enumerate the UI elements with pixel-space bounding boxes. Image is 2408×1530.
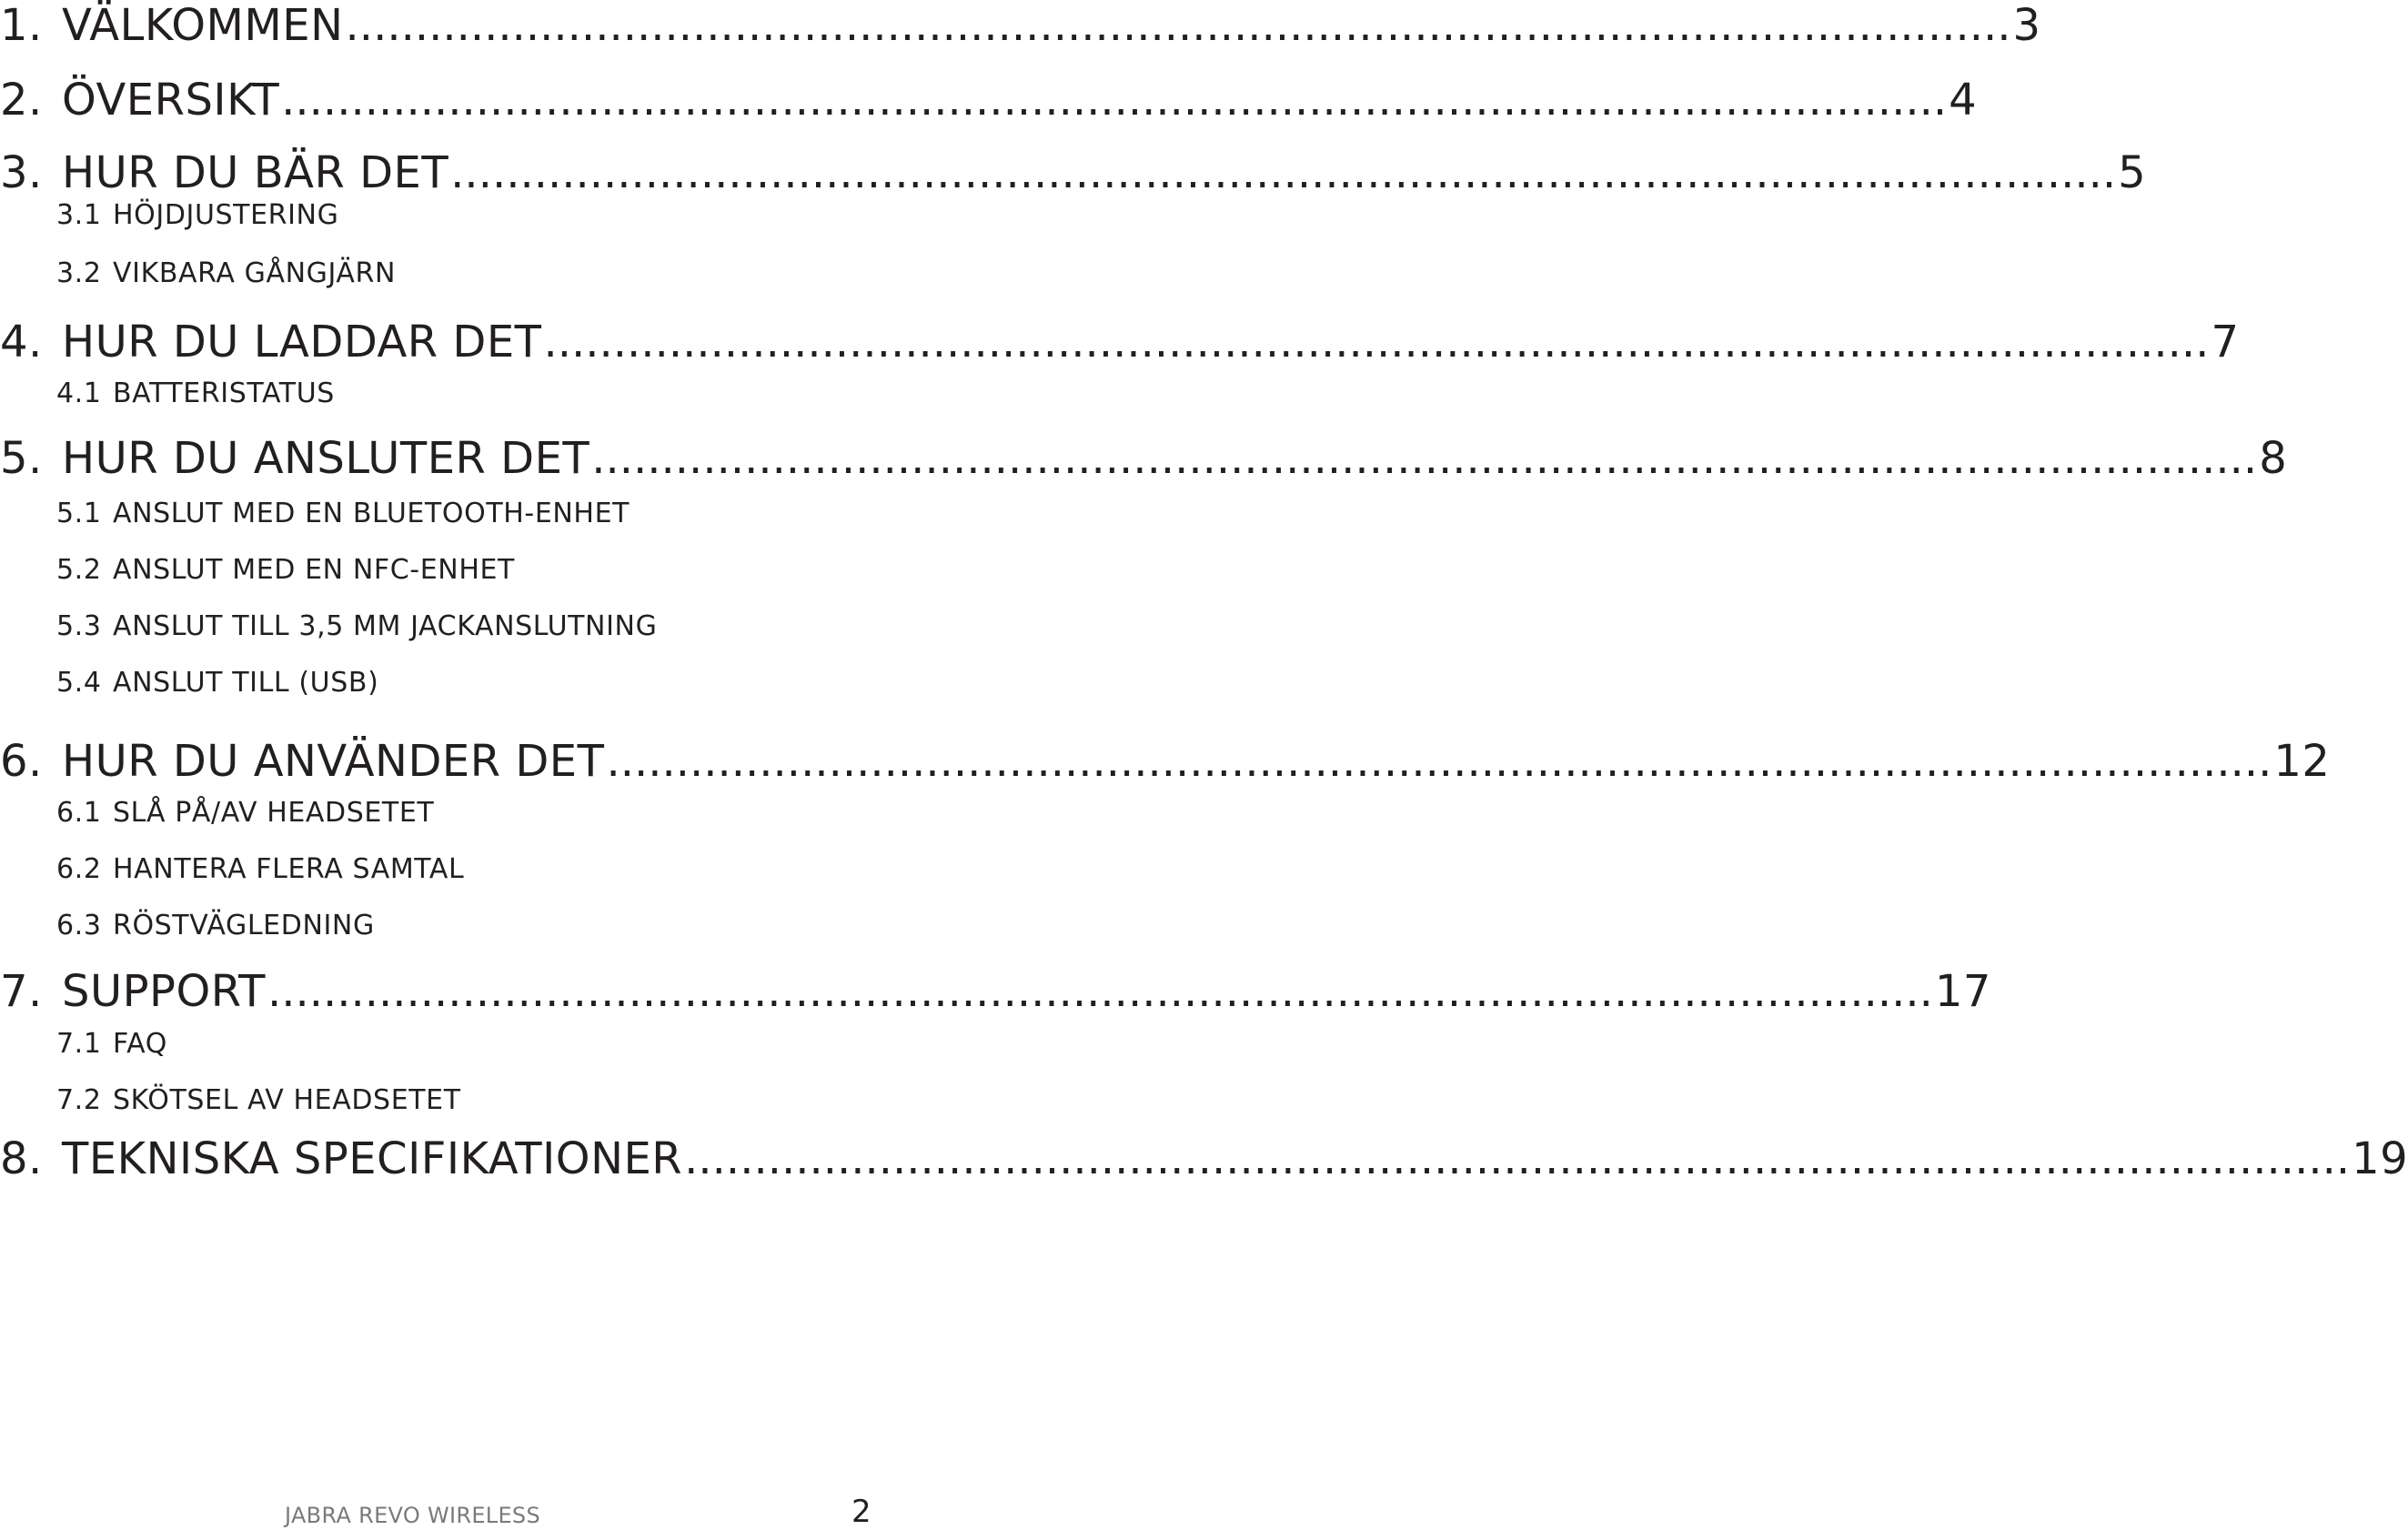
toc-subsection-title: RÖSTVÄGLEDNING: [113, 910, 375, 941]
toc-subsection-5-1[interactable]: [56, 500, 630, 528]
toc-subsection-title: ANSLUT TILL (USB): [113, 667, 379, 699]
toc-chapter-1[interactable]: [0, 0, 2041, 51]
toc-chapter-title: HUR DU ANSLUTER DET: [62, 433, 590, 484]
toc-chapter-page: 3: [2012, 0, 2041, 51]
toc-chapter-7[interactable]: [0, 966, 1991, 1017]
toc-chapter-title: HUR DU BÄR DET: [62, 147, 449, 198]
toc-chapter-page: 4: [1949, 75, 1978, 126]
toc-chapter-title: HUR DU LADDAR DET: [62, 317, 542, 367]
toc-subsection-title: ANSLUT TILL 3,5 MM JACKANSLUTNING: [113, 610, 658, 642]
toc-subsection-number: 5.1: [56, 498, 102, 529]
toc-subsection-number: 5.4: [56, 667, 102, 699]
toc-subsection-title: SKÖTSEL AV HEADSETET: [113, 1084, 461, 1116]
toc-subsection-number: 6.3: [56, 910, 102, 941]
toc-subsection-4-1[interactable]: [56, 377, 335, 409]
toc-subsection-3-2[interactable]: [56, 257, 397, 289]
toc-subsection-3-1[interactable]: [56, 199, 339, 231]
toc-chapter-title: SUPPORT: [62, 966, 266, 1017]
toc-chapter-page: 19: [2352, 1133, 2408, 1184]
toc-subsection-5-4[interactable]: [56, 669, 378, 697]
toc-subsection-number: 5.2: [56, 554, 102, 586]
toc-chapter-page: 5: [2118, 147, 2147, 198]
toc-dot-leader: ........................................................................................................................: [345, 0, 2011, 51]
toc-dot-leader: ........................................................................................................................: [267, 966, 1933, 1017]
toc-subsection-title: ANSLUT MED EN BLUETOOTH-ENHET: [113, 498, 630, 529]
toc-subsection-title: BATTERISTATUS: [113, 377, 335, 409]
toc-chapter-title: TEKNISKA SPECIFIKATIONER: [62, 1133, 683, 1184]
toc-subsection-number: 6.2: [56, 853, 102, 885]
toc-chapter-page: 7: [2211, 317, 2240, 367]
toc-subsection-title: SLÅ PÅ/AV HEADSETET: [113, 797, 435, 829]
toc-chapter-page: 17: [1934, 966, 1991, 1017]
toc-dot-leader: ........................................................................................................................: [281, 75, 1948, 126]
toc-subsection-title: FAQ: [113, 1028, 167, 1060]
toc-subsection-5-2[interactable]: [56, 554, 515, 586]
toc-dot-leader: ........................................................................................................................: [684, 1133, 2351, 1184]
toc-subsection-7-1[interactable]: [56, 1028, 167, 1060]
toc-chapter-title: ÖVERSIKT: [62, 75, 280, 126]
toc-dot-leader: ........................................................................................................................: [606, 736, 2272, 787]
toc-subsection-6-1[interactable]: [56, 797, 435, 829]
toc-chapter-4[interactable]: [0, 317, 2240, 367]
toc-subsection-number: 3.1: [56, 199, 102, 231]
toc-chapter-number: 5.: [0, 433, 43, 484]
toc-dot-leader: ........................................................................................................................: [450, 147, 2117, 198]
toc-chapter-3[interactable]: [0, 147, 2147, 198]
toc-chapter-5[interactable]: [0, 433, 2288, 484]
toc-subsection-number: 7.1: [56, 1028, 102, 1060]
toc-subsection-number: 4.1: [56, 377, 102, 409]
toc-subsection-title: HANTERA FLERA SAMTAL: [113, 853, 465, 885]
toc-subsection-title: ANSLUT MED EN NFC-ENHET: [113, 554, 515, 586]
toc-chapter-number: 7.: [0, 966, 43, 1017]
toc-chapter-6[interactable]: [0, 736, 2331, 787]
toc-subsection-number: 6.1: [56, 797, 102, 829]
toc-chapter-title: VÄLKOMMEN: [62, 0, 344, 51]
toc-dot-leader: ........................................................................................................................: [543, 317, 2210, 367]
toc-chapter-8[interactable]: [0, 1133, 2408, 1184]
toc-chapter-title: HUR DU ANVÄNDER DET: [62, 736, 605, 787]
toc-chapter-number: 2.: [0, 75, 43, 126]
toc-chapter-page: 12: [2273, 736, 2331, 787]
toc-subsection-number: 3.2: [56, 257, 102, 289]
toc-chapter-2[interactable]: [0, 75, 1978, 126]
toc-subsection-title: VIKBARA GÅNGJÄRN: [113, 257, 397, 289]
toc-dot-leader: ........................................................................................................................: [591, 433, 2258, 484]
footer-page-number: 2: [851, 1494, 872, 1530]
toc-subsection-6-2[interactable]: [56, 853, 465, 885]
toc-chapter-number: 1.: [0, 0, 43, 51]
toc-subsection-title: HÖJDJUSTERING: [113, 199, 339, 231]
toc-subsection-5-3[interactable]: [56, 610, 658, 642]
toc-chapter-number: 3.: [0, 147, 43, 198]
toc-subsection-7-2[interactable]: [56, 1084, 461, 1116]
toc-chapter-page: 8: [2259, 433, 2288, 484]
toc-subsection-number: 7.2: [56, 1084, 102, 1116]
toc-subsection-number: 5.3: [56, 610, 102, 642]
toc-chapter-number: 4.: [0, 317, 43, 367]
toc-subsection-6-3[interactable]: [56, 912, 375, 940]
toc-chapter-number: 8.: [0, 1133, 43, 1184]
footer-product-name: JABRA REVO WIRELESS: [285, 1503, 540, 1528]
toc-chapter-number: 6.: [0, 736, 43, 787]
